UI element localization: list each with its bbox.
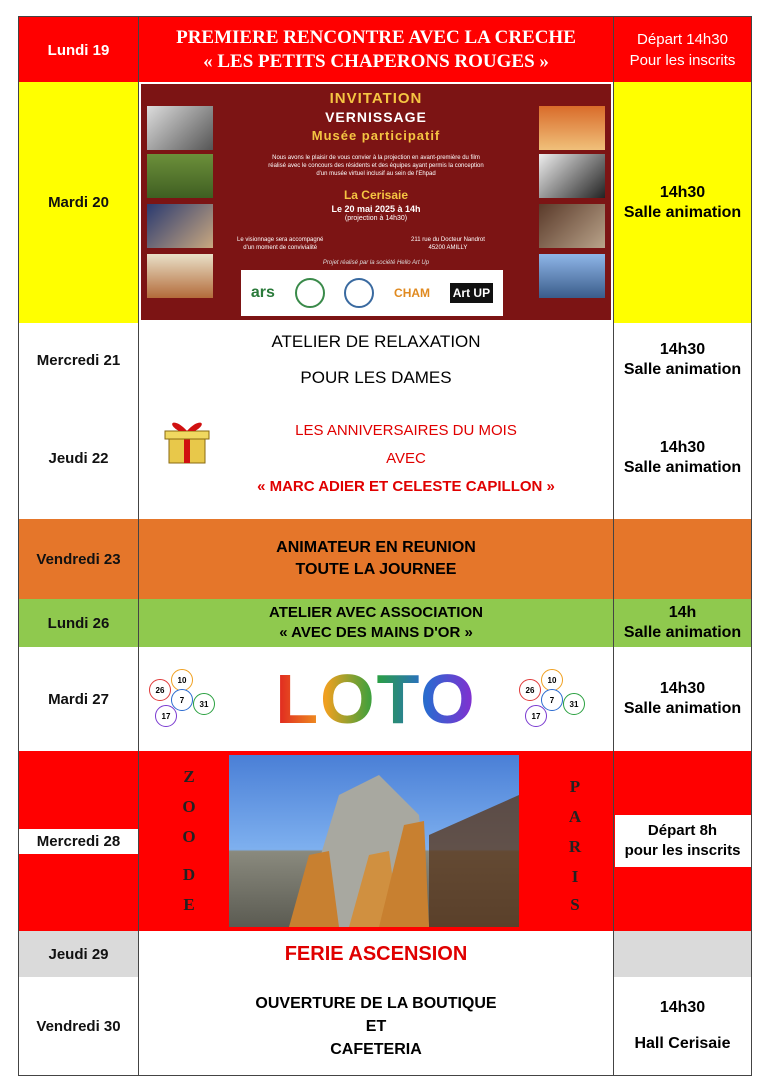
invitation-left-note: Le visionnage sera accompagné d'un moment de convivialité (237, 237, 324, 251)
activity-line: FERIE ASCENSION (284, 942, 468, 965)
invitation-poster (141, 84, 611, 320)
table-row (18, 647, 752, 752)
activity-line: POUR LES DAMES (300, 368, 452, 387)
activity-line: ATELIER DE RELAXATION (271, 332, 481, 351)
photo-thumbnail (539, 204, 605, 248)
day-label: Jeudi 22 (48, 449, 109, 467)
activity-line: TOUTE LA JOURNEE (295, 561, 457, 578)
info-line: 14h (668, 604, 697, 621)
photo-thumbnail (539, 106, 605, 150)
info-line: 14h30 (659, 999, 706, 1016)
invitation-subtitle2: Musée participatif (311, 128, 441, 143)
info-line: Départ 14h30 (637, 31, 728, 48)
info-line: 14h30 (659, 680, 706, 697)
day-label: Jeudi 29 (48, 945, 109, 963)
invitation-place: La Cerisaie (343, 188, 409, 202)
table-row (18, 931, 752, 978)
round-logo (295, 278, 325, 308)
invitation-cell (139, 82, 614, 323)
day-label: Mardi 27 (48, 690, 109, 708)
table-row (18, 599, 752, 648)
day-label: Mercredi 28 (19, 829, 138, 854)
vertical-letter: E (183, 895, 195, 914)
vertical-letter: I (571, 867, 579, 886)
vertical-letter: D (182, 865, 196, 884)
activity-line: AVEC (386, 450, 426, 467)
info-line: Hall Cerisaie (634, 1035, 731, 1052)
cham-logo: CHAM (394, 286, 431, 300)
info-line: Salle animation (623, 700, 742, 717)
day-label: Vendredi 30 (36, 1017, 121, 1035)
activity-line: « LES PETITS CHAPERONS ROUGES » (203, 51, 549, 72)
artup-logo: Art UP (450, 283, 493, 303)
vertical-letter: Z (183, 767, 195, 786)
giraffes-image (229, 755, 519, 927)
info-line: Salle animation (623, 459, 742, 476)
activity-line: « MARC ADIER ET CELESTE CAPILLON » (257, 478, 555, 495)
info-line: pour les inscrits (624, 842, 741, 859)
vertical-letter: A (568, 807, 582, 826)
activity-line: PREMIERE RENCONTRE AVEC LA CRECHE (176, 27, 576, 48)
invitation-title: INVITATION (329, 90, 423, 107)
activity-line: ET (365, 1017, 387, 1035)
activity-line: ATELIER AVEC ASSOCIATION (269, 604, 483, 621)
vertical-letter: S (570, 895, 580, 914)
table-row (18, 519, 752, 600)
vertical-letter: R (568, 837, 582, 856)
day-label: Vendredi 23 (36, 550, 121, 568)
table-row (18, 751, 752, 932)
invitation-credit: Projet réalisé par la société Hello Art Up (322, 260, 430, 266)
vertical-letter: P (569, 777, 581, 796)
info-line: Pour les inscrits (629, 52, 736, 69)
photo-thumbnail (539, 254, 605, 298)
vertical-letter: O (182, 797, 196, 816)
day-label: Lundi 26 (47, 614, 110, 632)
sponsor-logos (241, 270, 503, 316)
activity-line: LES ANNIVERSAIRES DU MOIS (295, 422, 517, 439)
table-row (18, 397, 752, 520)
loto-title: LOTO (275, 660, 477, 738)
photo-thumbnail (147, 254, 213, 298)
photo-thumbnail (147, 106, 213, 150)
ars-logo: ars (250, 284, 275, 301)
invitation-date-note: (projection à 14h30) (344, 215, 408, 222)
invitation-subtitle: VERNISSAGE (325, 109, 427, 125)
activity-line: OUVERTURE DE LA BOUTIQUE (255, 994, 497, 1012)
photo-thumbnail (539, 154, 605, 198)
table-row (18, 323, 752, 398)
info-line: 14h30 (659, 341, 706, 358)
activity-line: ANIMATEUR EN REUNION (276, 539, 476, 556)
info-line: Salle animation (623, 361, 742, 378)
activity-line: « AVEC DES MAINS D'OR » (279, 624, 473, 641)
zoo-photo (229, 755, 519, 927)
info-line: 14h30 (659, 183, 706, 201)
day-label: Mardi 20 (48, 194, 109, 211)
day-label: Lundi 19 (47, 41, 110, 59)
info-line: Salle animation (623, 203, 742, 221)
info-line: 14h30 (659, 439, 706, 456)
invitation-date: Le 20 mai 2025 à 14h (331, 204, 421, 214)
photo-thumbnail (147, 204, 213, 248)
info-line: Salle animation (623, 624, 742, 641)
activity-line: CAFETERIA (330, 1040, 422, 1058)
vertical-letter: O (182, 827, 196, 846)
bingo-balls-icon: 26 10 7 31 17 (149, 669, 229, 729)
table-row (18, 977, 752, 1076)
day-label: Mercredi 21 (36, 351, 121, 369)
photo-thumbnail (147, 154, 213, 198)
invitation-body: Nous avons le plaisir de vous convier à la projection en avant-première du film réalisé avec le concours des résidents et des équipes ayant permis la conception d'un musée virtuel inclusif au sein de l'Ehpad (268, 155, 484, 177)
table-row (18, 16, 752, 84)
table-row (18, 82, 752, 324)
info-line: Départ 8h (647, 822, 718, 839)
round-logo (344, 278, 374, 308)
bingo-balls-icon: 26 10 7 31 17 (519, 669, 599, 729)
invitation-address: 211 rue du Docteur Nandrot 45200 AMILLY (411, 237, 485, 251)
